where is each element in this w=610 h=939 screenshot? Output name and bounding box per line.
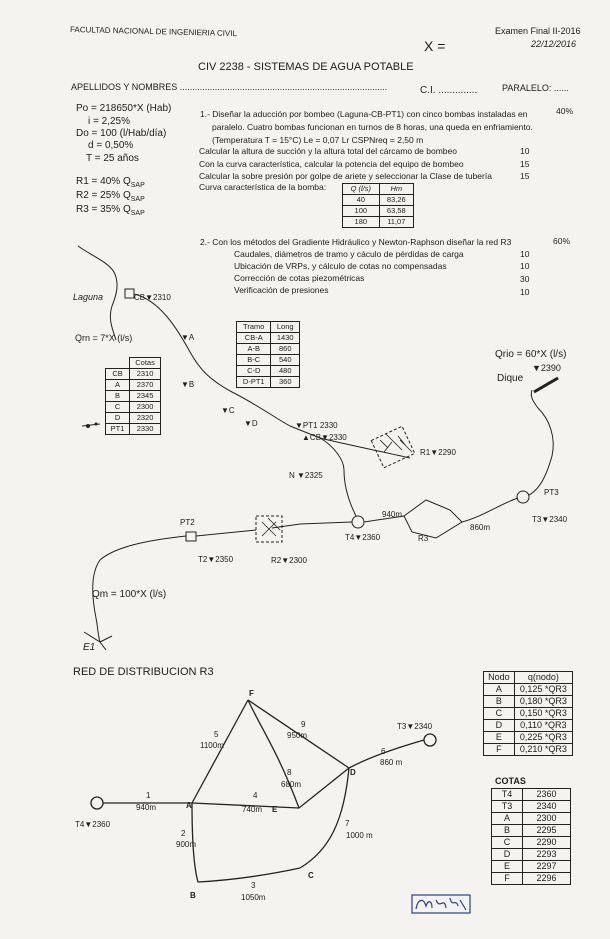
point-a-label: ▼A [181,333,195,342]
table-row: C 2300 [106,402,161,413]
table-row: B 2295 [492,825,571,837]
cotas-map-table [105,357,161,435]
t4-label: T4▼2360 [345,533,381,542]
table-row: 180 11,07 [343,217,414,228]
x-label: X = [424,38,446,54]
p1-task1-pts: 10 [520,146,530,156]
len940-label: 940m [382,510,403,519]
pt3-label: PT3 [544,488,559,497]
table-row: A 2300 [492,813,571,825]
p1-line2: paralelo. Cuatro bombas funcionan en turnos de 8 horas, una queda en enfriamiento. [212,122,533,132]
qm-label: Qm = 100*X (l/s) [92,589,167,600]
pipe-id: 5 [214,730,219,739]
cb2-label: ▲CB▼2330 [302,433,347,442]
pipe-len: 1050m [241,893,266,902]
table-row: D-PT1 360 [237,377,300,388]
pump-station-cb [125,289,134,298]
cotas-title: COTAS [495,776,526,786]
table-row: E 2297 [492,861,571,873]
table-row: B-C 540 [237,355,300,366]
pt1-label: ▼PT1 2330 [295,421,338,430]
p1-task2-pts: 15 [520,159,530,169]
p2-task: Verificación de presiones [234,285,329,295]
pipe-id: 3 [251,881,256,890]
laguna-label: Laguna [73,292,104,302]
table-row: F 2296 [492,873,571,885]
p2-pct: 60% [553,236,571,246]
pt1-to-t4-line [320,438,356,516]
param-r1: R1 = 40% $Q_{SAP}$ [76,176,145,189]
pipe-id: 1 [146,791,151,800]
table-row: D 2320 [106,413,161,424]
point-d-label: ▼D [244,419,258,428]
n-label: N ▼2325 [289,471,323,480]
table-row: T4 2360 [492,789,571,801]
network-title: RED DE DISTRIBUCION R3 [73,666,214,678]
dique-bar [534,378,558,392]
len860-label: 860m [470,523,491,532]
pipe-len: 900m [176,840,197,849]
p1-task1: Calcular la altura de succión y la altura total del cárcamo de bombeo [199,146,457,156]
pipe-len: 1000 m [346,831,373,840]
pipe-len: 950m [287,731,308,740]
p2-task-pts: 10 [520,249,530,259]
pipe-id: 2 [181,829,186,838]
p1-curve-label: Curva característica de la bomba: [199,182,327,192]
table-row: CB 2310 [106,369,161,380]
table-row: A 0,125 *QR3 [484,684,573,696]
table-row: D 0,110 *QR3 [484,720,573,732]
table-row: C 2290 [492,837,571,849]
table-row: CB-A 1430 [237,333,300,344]
table-row: Cotas [106,358,161,369]
exam-date: 22/12/2016 [531,39,577,49]
table-row: E 0,225 *QR3 [484,732,573,744]
p1-line1: 1.- Diseñar la aducción por bombeo (Laguna-CB-PT1) con cinco bombas instaladas en [200,109,528,119]
p2-task-pts: 10 [520,287,530,297]
node-d-label: D [350,768,356,777]
param-t: T = 25 años [86,153,139,164]
t4-to-pt2-line [272,522,352,528]
table-row: D 2293 [492,849,571,861]
table-row: Nodo q(nodo) [484,672,573,684]
faculty-name: FACULTAD NACIONAL DE INGENIERIA CIVIL [69,25,238,39]
table-row: PT1 2330 [106,424,161,435]
t2-label: T2▼2350 [198,555,234,564]
node-cotas-table [491,788,571,885]
node-a-label: A [186,801,192,810]
point-b-label: ▼B [181,380,195,389]
paralelo-field: PARALELO: ...... [502,83,569,93]
pipe-len: 680m [281,780,302,789]
qrn-label: Qrn = 7*X (l/s) [75,333,133,343]
p2-task: Ubicación de VRPs, y cálculo de cotas no compensadas [234,261,447,271]
node-b-label: B [190,891,196,900]
table-row: 100 63,58 [343,206,414,217]
p1-line3: (Temperatura T = 15°C) Le = 0,07 Lr CSPNreq = 2,50 m [212,135,424,145]
param-po: Po = 218650*X (Hab) [76,103,172,114]
course-title: CIV 2238 - SISTEMAS DE AGUA POTABLE [198,61,414,73]
e1-label: E1 [83,642,96,653]
pt3-circle [517,491,529,503]
pipe-id: 4 [253,791,258,800]
tank-t4 [352,516,364,528]
exam-name: Examen Final II-2016 [495,26,581,36]
table-row: Q (l/s) Hm [343,184,414,195]
pipe-len: 740m [242,805,263,814]
param-r3: R3 = 35% $Q_{SAP}$ [76,204,145,217]
r1-label: R1▼2290 [420,448,456,457]
param-do: Do = 100 (l/Hab/día) [76,128,167,139]
pipe-id: 9 [301,720,306,729]
param-d: d = 0,50% [88,140,134,151]
net-t4-label: T4▼2360 [75,820,111,829]
p1-task3-pts: 15 [520,171,530,181]
param-i: i = 2,25% [88,116,130,127]
node-f-label: F [249,689,254,698]
pipe-id: 8 [287,768,292,777]
p2-task-pts: 30 [520,274,530,284]
p1-pct: 40% [556,106,574,116]
tramo-length-table [236,321,300,388]
cb-label: CB▼2310 [134,293,171,302]
param-r2: R2 = 25% $Q_{SAP}$ [76,190,145,203]
pipe-len: 860 m [380,758,403,767]
table-row: A-B 860 [237,344,300,355]
network-pipes [91,700,436,882]
node-c-label: C [308,871,314,880]
dique-label: Dique [497,373,524,384]
table-row: T3 2340 [492,801,571,813]
table-row: Tramo Long [237,322,300,333]
rio-elevation: ▼2390 [532,363,561,373]
r3-label: R3 [418,534,429,543]
table-row: C 0,150 *QR3 [484,708,573,720]
p1-task2: Con la curva característica, calcular la potencia del equipo de bombeo [199,159,464,169]
p1-task3: Calcular la sobre presión por golpe de ariete y seleccionar la Clase de tubería [199,171,492,181]
t3-label: T3▼2340 [532,515,568,524]
p2-line1: 2.- Con los métodos del Gradiente Hidráulico y Newton-Raphson diseñar la red R3 [200,237,512,247]
reservoir-r3-shape [404,500,462,538]
pipe-id: 6 [381,747,386,756]
table-row: C-D 480 [237,366,300,377]
table-row: A 2370 [106,380,161,391]
r2-label: R2▼2300 [271,556,307,565]
p2-task: Caudales, diámetros de tramo y cáculo de pérdidas de carga [234,249,464,259]
table-row: B 0,180 *QR3 [484,696,573,708]
pipe-len: 940m [136,803,157,812]
apellidos-field: APELLIDOS Y NOMBRES ................................................................................... [71,82,388,92]
dique-line [529,390,553,495]
ci-field: C.I. .............. [420,85,478,96]
pt2-label: PT2 [180,518,195,527]
table-row: F 0,210 *QR3 [484,744,573,756]
net-t3-label: T3▼2340 [397,722,433,731]
nodal-demand-table [483,671,573,756]
node-e-label: E [272,805,278,814]
table-row: 40 83,26 [343,195,414,206]
p2-task: Corrección de cotas piezométricas [234,273,365,283]
pipe-id: 7 [345,819,350,828]
pipe-len: 1100m [200,741,224,750]
table-row: B 2345 [106,391,161,402]
qrio-label: Qrio = 60*X (l/s) [495,349,567,360]
p2-task-pts: 10 [520,261,530,271]
point-c-label: ▼C [221,406,235,415]
